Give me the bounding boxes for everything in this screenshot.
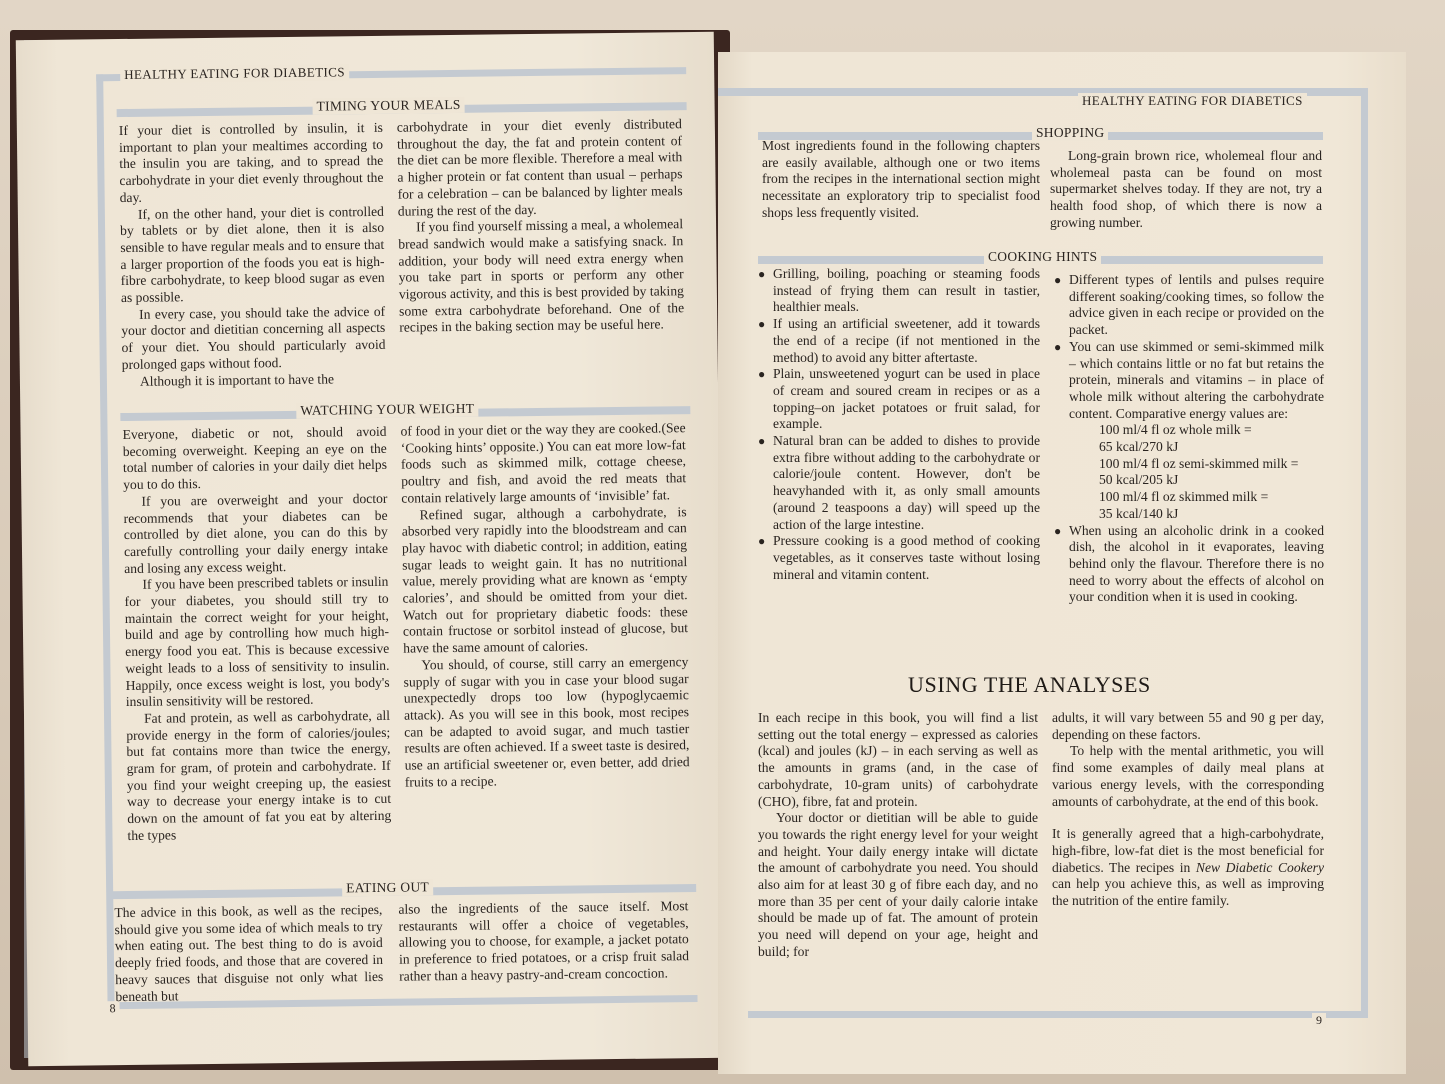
chapter-heading: USING THE ANALYSES	[908, 672, 1151, 697]
energy-values	[1069, 422, 1324, 522]
list-item: ● If using an artificial sweetener, add it towards the end of a recipe (if not mentioned in the method) to avoid any bitter aftertaste.	[758, 316, 1040, 366]
weight-column-1	[122, 424, 391, 845]
list-item-text: You can use skimmed or semi-skimmed milk – which contains little or no fat but retains the protein, minerals and vitamins – in place of whole milk without altering the carbohydrate content. Comparative energy values are:	[1069, 338, 1324, 421]
paragraph: Everyone, diabetic or not, should avoid becoming overweight. Keeping an eye on the total number of calories in your daily diet helps you to do this.	[122, 423, 388, 493]
shopping-column-1	[762, 138, 1040, 222]
weight-column-2	[400, 420, 689, 791]
book-title: New Diabetic Cookery	[1195, 859, 1325, 875]
paragraph: Your doctor or dietitian will be able to guide you towards the right energy level for your weight and height. Your daily energy intake will dictate the amount of carbohydrate you need. You should also aim for at least 30 g of fibre each day, and no more than 35 per cent of your daily calorie intake should be made up of fat. The amount of protein you need will depend on your age, height and build; for	[758, 810, 1038, 959]
paragraph: If, on the other hand, your diet is controlled by tablets or by diet alone, then it is also sensible to have regular meals and to ensure that a larger proportion of the foods you eat is high-fibre carbohydrate, to keep blood sugar as even as possible.	[120, 203, 385, 306]
paragraph: Although it is important to have the	[139, 370, 335, 389]
paragraph: adults, it will vary between 55 and 90 g per day, depending on these factors.	[1052, 710, 1324, 742]
hints-list	[1054, 272, 1324, 606]
cooking-hints-column-2	[1054, 272, 1324, 606]
cooking-hints-column-1	[758, 266, 1040, 583]
running-head: HEALTHY EATING FOR DIABETICS	[1078, 93, 1307, 109]
section-heading-cooking-hints: COOKING HINTS	[984, 249, 1101, 265]
list-item: ● Plain, unsweetened yogurt can be used in place of cream and soured cream in recipes or as a topping–on jacket potatoes or fruit salad, for example.	[758, 366, 1040, 433]
paragraph: If your diet is controlled by insulin, it is important to plan your mealtimes according to the insulin you are taking, and to spread the carbohydrate in your diet evenly throughout the day.	[118, 119, 384, 205]
list-item: ● Natural bran can be added to dishes to provide extra fibre without adding to the carbohydrate or calorie/joule content. However, don't be heavyhanded with it, as only small amounts (around 2 teaspoons a day) will speed up the action of the large intestine.	[758, 433, 1040, 533]
closing-text: can help you achieve this, as well as improving the nutrition of the entire family.	[1052, 876, 1324, 909]
paragraph: Most ingredients found in the following chapters are easily available, although one or two items from the recipes in the international section might necessitate an exploratory trip to specialist food shops less frequently visited.	[762, 138, 1040, 220]
paragraph: In each recipe in this book, you will find a list setting out the total energy – expressed as calories (kcal) and joules (kJ) – in each serving as well as the amounts in grams (and, in the case of carbohydrate, 10-gram units) of carbohydrate (CHO), fibre, fat and protein.	[758, 710, 1038, 809]
list-item: ● Pressure cooking is a good method of cooking vegetables, as it conserves taste without losing mineral and vitamin content.	[758, 533, 1040, 583]
paragraph: also the ingredients of the sauce itself. Most restaurants will offer a choice of vegetables, allowing you to choose, for example, a jacket potato in preference to fried potatoes, or a crisp fruit salad rather than a heavy pastry-and-cream concoction.	[398, 898, 690, 984]
paragraph: Refined sugar, although a carbohydrate, is absorbed very rapidly into the bloodstream and can play havoc with diabetic control; in addition, eating sugar leads to weight gain. It has no nutritional value, merely providing what are known as ‘empty calories’, and should be omitted from your diet. Watch out for proprietary diabetic foods: these contain fructose or sorbitol instead of glucose, but have the same amount of calories.	[401, 503, 689, 656]
paragraph: If you have been prescribed tablets or insulin for your diabetes, you should still try to maintain the correct weight for your height, build and age by controlling how much high-energy food you eat. This is because excessive weight leads to a loss of sensitivity to insulin. Happily, once excess weight is lost, you body's insulin sensitivity will be restored.	[124, 574, 390, 710]
page-number: 8	[106, 1001, 120, 1016]
closing-text: It is generally agreed that a high-carbohydrate, high-fibre, low-fat diet is the most beneficial for diabetics. The recipes in	[1052, 826, 1324, 875]
section-heading-timing: TIMING YOUR MEALS	[312, 97, 464, 115]
page-number: 9	[1312, 1013, 1326, 1028]
paragraph: To help with the mental arithmetic, you will find some examples of daily meal plans at various energy levels, with the corresponding amounts of carbohydrate, at the end of this book.	[1052, 743, 1324, 809]
paragraph: carbohydrate in your diet evenly distributed throughout the day, the fat and protein content of the diet can be more flexible. Therefore a meal with a higher protein or fat content than usual – perhaps for a celebration – can be balanced by lighter meals during the rest of the day.	[396, 116, 683, 219]
closing-paragraph	[1052, 826, 1324, 910]
paragraph: You should, of course, still carry an emergency supply of sugar with you in case your blood sugar unexpectedly drops too low (hypoglycaemic attack). As you will see in this book, most recipes can be adapted to avoid sugar, and much tastier results are often achieved. If a sweet taste is desired, use an artificial sweetener or, even better, add dried fruits to a recipe.	[403, 653, 690, 790]
energy-line: 35 kcal/140 kJ	[1099, 505, 1179, 521]
shopping-column-2	[1050, 148, 1322, 232]
eating-out-column-1	[114, 902, 383, 1005]
paragraph: Fat and protein, as well as carbohydrate, all provide energy in the form of calories/joules; but fat contains more than twice the energy, gram for gram, of protein and carbohydrate. If you find your weight creeping up, the easiest way to decrease your energy intake is to cut down on the amount of fat you eat by altering the types	[126, 707, 392, 843]
timing-column-2	[397, 116, 685, 337]
energy-line: 65 kcal/270 kJ	[1099, 439, 1179, 455]
eating-out-column-2	[398, 898, 689, 985]
list-item: ● When using an alcoholic drink in a cooked dish, the alcohol in it evaporates, leaving behind only the flavour. Therefore there is no need to worry about the effects of alcohol on your condition when it is used in cooking.	[1054, 523, 1324, 607]
list-item: ● Grilling, boiling, poaching or steaming foods instead of frying them can result in tastier, healthier meals.	[758, 266, 1040, 316]
list-item	[1054, 339, 1324, 523]
running-head: HEALTHY EATING FOR DIABETICS	[120, 64, 349, 83]
energy-line: 100 ml/4 fl oz skimmed milk =	[1099, 489, 1269, 505]
paragraph: In every case, you should take the advice of your doctor and dietitian concerning all aspects of your diet. You should particularly avoid prolonged gaps without food.	[121, 303, 386, 372]
timing-column-1	[119, 120, 386, 390]
right-page	[718, 52, 1406, 1074]
analyses-column-1	[758, 710, 1038, 961]
paragraph: Long-grain brown rice, wholemeal flour and wholemeal pasta can be found on most supermarket shelves today. If they are not, try a health food shop, of which there is now a growing number.	[1050, 148, 1322, 230]
section-heading-shopping: SHOPPING	[1032, 125, 1108, 141]
paragraph: of food in your diet or the way they are cooked.(See ‘Cooking hints’ opposite.) You can eat more low-fat foods such as skimmed milk, cottage cheese, poultry and fish, and avoid the red meats that contain relatively large amounts of ‘invisible’ fat.	[400, 420, 687, 506]
section-heading-eating-out: EATING OUT	[342, 879, 433, 896]
paragraph: The advice in this book, as well as the recipes, should give you some idea of which meals to try when eating out. The best thing to do is avoid deeply fried foods, and those that are covered in heavy sauces that disguise not only what lies beneath but	[114, 901, 384, 1004]
energy-line: 50 kcal/205 kJ	[1099, 472, 1179, 488]
paragraph: If you are overweight and your doctor recommends that your diabetes can be controlled by diet alone, you can do this by carefully controlling your daily energy intake and losing any excess weight.	[123, 490, 389, 576]
left-page	[16, 32, 726, 1066]
list-item: ● Different types of lentils and pulses require different soaking/cooking times, so follow the advice given in each recipe or provided on the packet.	[1054, 272, 1324, 339]
section-heading-weight: WATCHING YOUR WEIGHT	[296, 401, 478, 419]
paragraph: If you find yourself missing a meal, a wholemeal bread sandwich would make a satisfying snack. In addition, your body will need extra energy when you take part in sports or perform any other vigorous activity, and this is best provided by taking some extra carbohydrate beforehand. One of the recipes in the baking section may be useful here.	[398, 216, 685, 336]
analyses-column-2	[1052, 710, 1324, 910]
energy-line: 100 ml/4 fl oz whole milk =	[1099, 422, 1252, 438]
hints-list	[758, 266, 1040, 583]
energy-line: 100 ml/4 fl oz semi-skimmed milk =	[1099, 455, 1299, 471]
